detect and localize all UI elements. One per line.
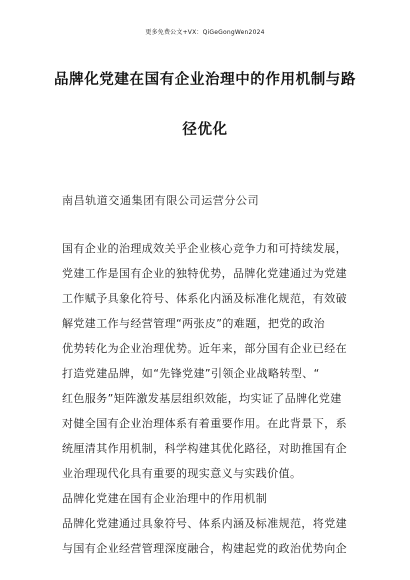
body-line: 解党建工作与经营管理“两张皮”的难题，把党的政治 xyxy=(62,317,325,330)
header-note: 更多免费公文+VX：QiGeGongWen2024 xyxy=(145,29,265,36)
body-line: 统厘清其作用机制，科学构建其优化路径，对助推国有企 xyxy=(62,442,347,455)
document-title-line-2: 径优化 xyxy=(182,122,228,138)
body-line: 对健全国有企业治理体系有着重要作用。在此背景下，系 xyxy=(62,417,347,430)
body-line: 工作赋予具象化符号、体系化内涵及标准化规范，有效破 xyxy=(62,292,347,305)
body-line: 党建工作是国有企业的独特优势，品牌化党建通过为党建 xyxy=(62,267,347,280)
body-line: 红色服务”矩阵激发基层组织效能，均实证了品牌化党建 xyxy=(62,392,342,405)
document-title-line-1: 品牌化党建在国有企业治理中的作用机制与路 xyxy=(54,72,356,88)
section-heading: 品牌化党建在国有企业治理中的作用机制 xyxy=(62,492,268,505)
body-line: 品牌化党建通过具象符号、体系内涵及标准规范，将党建 xyxy=(62,517,347,530)
body-line: 打造党建品牌，如“先锋党建”引领企业战略转型、“ xyxy=(62,367,320,380)
body-line: 优势转化为企业治理优势。近年来，部分国有企业已经在 xyxy=(62,342,347,355)
body-line: 业治理现代化具有重要的现实意义与实践价值。 xyxy=(62,467,302,480)
body-line: 国有企业的治理成效关乎企业核心竞争力和可持续发展， xyxy=(62,242,347,255)
author-organization: 南昌轨道交通集团有限公司运营分公司 xyxy=(62,194,260,207)
body-line: 与国有企业经营管理深度融合，构建起党的政治优势向企 xyxy=(62,542,347,555)
